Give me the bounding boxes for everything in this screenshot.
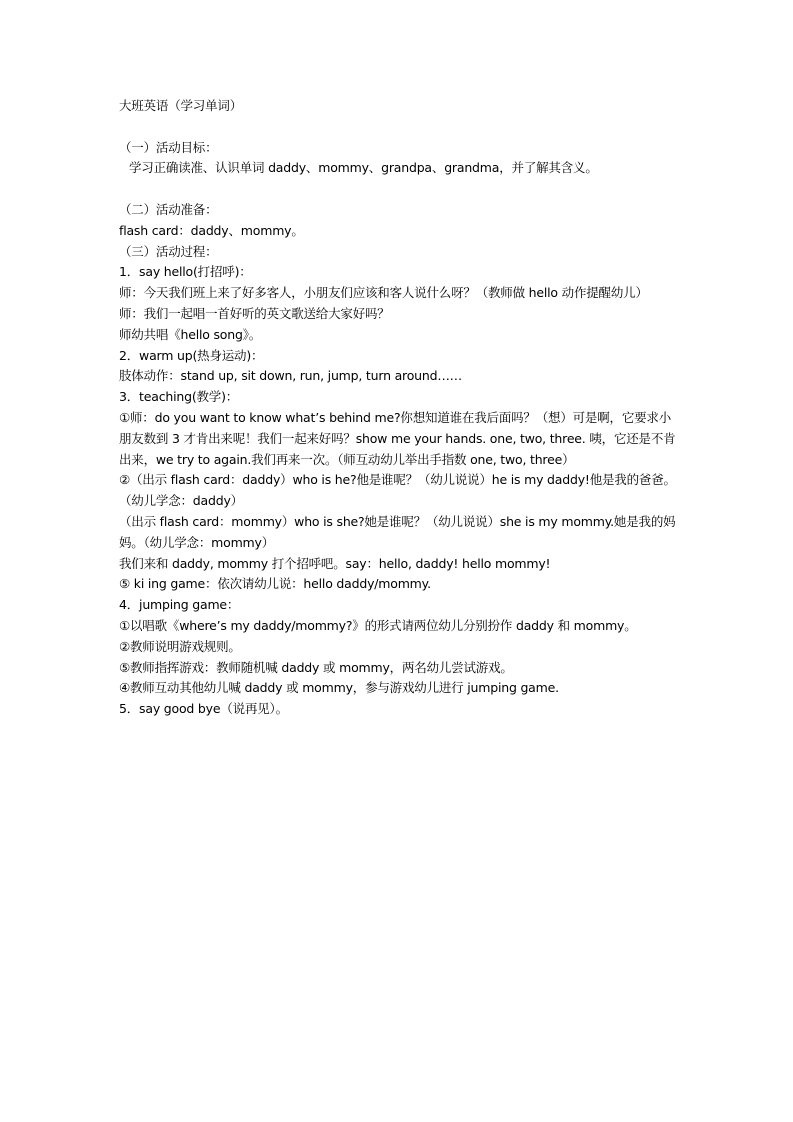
step-2-heading: 2．warm up(热身运动)： (119, 347, 264, 363)
step-4-line-4: ④教师互动其他幼儿喊 daddy 或 mommy，参与游戏幼儿进行 jumping game. (119, 680, 559, 696)
step-3-paragraph-1: ①师：do you want to know what’s behind me?你想知道谁在我后面吗？（想）可是啊，它要求小朋友数到 3 才肯出来呢！我们一起来好吗？show me your hands. one, two, three. 咦，它还是不肯出来，we try to again.我们再来一次。（师互动幼儿举出手指数 one, two, three） (119, 409, 676, 467)
step-3-heading: 3．teaching(教学)： (119, 389, 239, 405)
section-prep-text: flash card：daddy、mommy。 (119, 222, 304, 238)
step-2-line-1: 肢体动作：stand up, sit down, run, jump, turn around…… (119, 368, 462, 384)
section-goals-text: 学习正确读准、认识单词 daddy、mommy、grandpa、grandma，并了解其含义。 (129, 160, 598, 176)
step-1-heading: 1．say hello(打招呼)： (119, 264, 252, 280)
step-4-line-2: ②教师说明游戏规则。 (119, 638, 241, 654)
step-1-line-3: 师幼共唱《hello song》。 (119, 326, 262, 342)
step-3-paragraph-3: （出示 flash card：mommy）who is she?她是谁呢？（幼儿说说）she is my mommy.她是我的妈妈。（幼儿学念：mommy） (119, 513, 676, 550)
step-5-heading: 5．say good bye（说再见）。 (119, 701, 288, 717)
document-body (119, 96, 679, 720)
doc-title: 大班英语（学习单词） (119, 98, 243, 113)
step-4-line-1: ①以唱歌《where’s my daddy/mommy?》的形式请两位幼儿分别扮作 daddy 和 mommy。 (119, 617, 637, 633)
section-prep-heading: （二）活动准备： (119, 201, 218, 217)
section-process-heading: （三）活动过程： (119, 243, 218, 259)
step-3-paragraph-2: ②（出示 flash card：daddy）who is he?他是谁呢？（幼儿说说）he is my daddy!他是我的爸爸。（幼儿学念：daddy） (119, 472, 676, 509)
step-1-line-1: 师：今天我们班上来了好多客人，小朋友们应该和客人说什么呀？（教师做 hello 动作提醒幼儿） (119, 285, 648, 301)
step-3-line-5: ⑤ ki ing game：依次请幼儿说：hello daddy/mommy. (119, 576, 431, 592)
step-4-heading: 4．jumping game： (119, 597, 240, 613)
step-3-line-4: 我们来和 daddy, mommy 打个招呼吧。say：hello, daddy! hello mommy! (119, 555, 551, 571)
step-1-line-2: 师：我们一起唱一首好听的英文歌送给大家好吗？ (119, 305, 390, 321)
spacer (119, 117, 679, 138)
step-4-line-3: ⑤教师指挥游戏：教师随机喊 daddy 或 mommy，两名幼儿尝试游戏。 (119, 659, 513, 675)
section-goals-heading: （一）活动目标： (119, 139, 218, 155)
spacer (119, 179, 679, 200)
